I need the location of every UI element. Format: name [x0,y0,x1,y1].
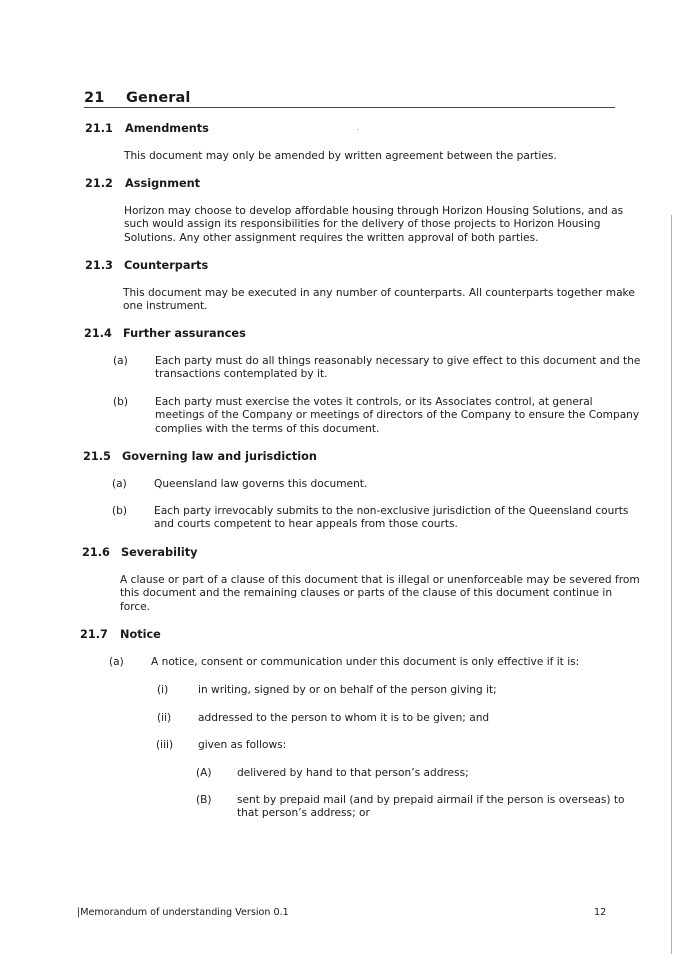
text-line: such would assign its responsibilities for the delivery of those projects to Horizon Housing [124,218,601,231]
clause-number: 21.3 [85,259,113,272]
subitem-label: (ii) [157,712,172,724]
section-number: 21 [84,90,105,106]
item-label: (a) [113,355,128,367]
text-line: Horizon may choose to develop affordable housing through Horizon Housing Solutions, and as [124,205,624,217]
text-line: Each party must do all things reasonably necessary to give effect to this document and the [155,355,641,367]
text-line: meetings of the Company or meetings of directors of the Company to ensure the Company [155,409,640,422]
item-label: (b) [113,396,128,408]
subitem-label: (i) [157,684,169,696]
clause-number: 21.5 [83,450,111,463]
item-label: (a) [112,478,127,490]
subitem-text: given as follows: [198,739,287,751]
text-line: complies with the terms of this document. [155,422,380,435]
scan-speck [357,129,359,130]
text-line: one instrument. [123,300,208,313]
clause-title: Amendments [125,122,209,135]
text-line: force. [120,600,151,613]
subsubitem-paragraph [237,794,625,821]
scan-edge-line [671,215,672,954]
clause-title: Further assurances [123,327,246,340]
text-line: This document may be executed in any number of counterparts. All counterparts together make [123,287,635,299]
text-line: Each party must exercise the votes it controls, or its Associates control, at general [155,396,593,408]
subsubitem-paragraph [237,767,469,780]
footer-page-number: 12 [594,907,607,918]
text-line: Each party irrevocably submits to the non-exclusive jurisdiction of the Queensland courts [154,505,629,517]
text-line: this document and the remaining clauses or parts of the clause of this document continue in [120,587,613,600]
clause-number: 21.6 [82,546,110,559]
item-label: (b) [112,505,127,517]
subitem-text: addressed to the person to whom it is to be given; and [198,712,490,724]
clause-title: Counterparts [124,259,209,272]
item-paragraph [154,478,367,491]
subsubitem-label: (B) [196,794,212,806]
text-line: Solutions. Any other assignment requires the written approval of both parties. [124,231,539,244]
section-title: General [126,90,191,106]
clause-title: Severability [121,546,198,559]
section-heading-rule [84,107,615,108]
text-line: transactions contemplated by it. [155,368,328,381]
clause-number: 21.1 [85,122,113,135]
text-line: that person’s address; or [237,807,370,820]
clause-title: Notice [120,628,161,641]
text-line: sent by prepaid mail (and by prepaid airmail if the person is overseas) to [237,794,625,806]
clause-number: 21.7 [80,628,108,641]
item-label: (a) [109,656,124,668]
clause-title: Assignment [125,177,201,190]
footer-document-title: |Memorandum of understanding Version 0.1 [77,907,289,918]
item-paragraph [155,355,640,382]
item-text: A notice, consent or communication under this document is only effective if it is: [151,656,580,668]
subsubitem-label: (A) [196,767,212,779]
subitem-label: (iii) [156,739,174,751]
clause-paragraph [123,287,635,314]
text-line: A clause or part of a clause of this document that is illegal or unenforceable may be severed from [120,574,640,586]
clause-paragraph [120,574,640,614]
text-line: delivered by hand to that person’s address; [237,767,469,779]
subitem-text: in writing, signed by or on behalf of the person giving it; [198,684,497,696]
text-line: Queensland law governs this document. [154,478,368,490]
item-paragraph [155,396,639,436]
clause-title: Governing law and jurisdiction [122,450,317,463]
text-line: and courts competent to hear appeals from those courts. [154,518,458,531]
item-paragraph [154,505,628,532]
clause-number: 21.4 [84,327,112,340]
clause-number: 21.2 [85,177,113,190]
clause-text: This document may only be amended by written agreement between the parties. [124,150,557,162]
clause-paragraph [124,205,623,245]
